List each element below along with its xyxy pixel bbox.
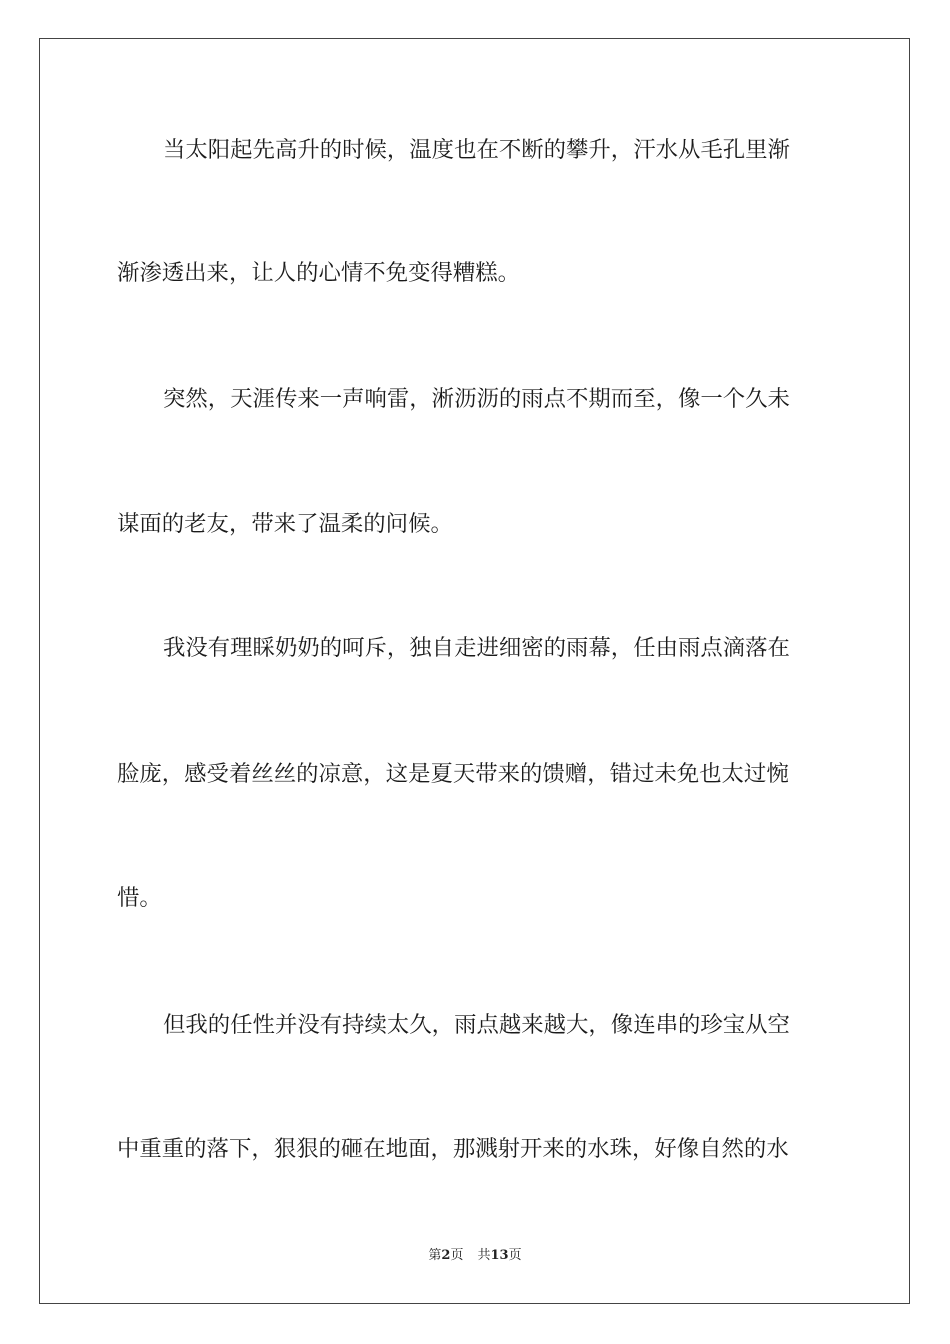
total-prefix: 共 (477, 1248, 491, 1263)
paragraph-3-line-3: 惜。 (117, 885, 162, 911)
page-prefix: 第 (428, 1248, 442, 1263)
paragraph-3-line-2: 脸庞，感受着丝丝的凉意，这是夏天带来的馈赠，错过未免也太过惋 (117, 761, 789, 787)
page-footer (0, 1248, 950, 1264)
paragraph-4-line-1: 但我的任性并没有持续太久，雨点越来越大，像连串的珍宝从空 (163, 1012, 790, 1038)
page-unit: 页 (450, 1248, 464, 1263)
total-page-count: 13 (490, 1248, 509, 1263)
paragraph-2-line-2: 谋面的老友，带来了温柔的问候。 (117, 511, 453, 537)
paragraph-4-line-2: 中重重的落下，狠狠的砸在地面，那溅射开来的水珠，好像自然的水 (117, 1136, 789, 1162)
page-border (39, 38, 910, 1304)
paragraph-3-line-1: 我没有理睬奶奶的呵斥，独自走进细密的雨幕，任由雨点滴落在 (163, 635, 790, 661)
paragraph-1-line-2: 渐渗透出来，让人的心情不免变得糟糕。 (117, 260, 521, 286)
total-unit: 页 (508, 1248, 522, 1263)
paragraph-1-line-1: 当太阳起先高升的时候，温度也在不断的攀升，汗水从毛孔里渐 (163, 137, 790, 163)
current-page-number: 2 (441, 1248, 451, 1263)
paragraph-2-line-1: 突然，天涯传来一声响雷，淅沥沥的雨点不期而至，像一个久未 (163, 386, 790, 412)
